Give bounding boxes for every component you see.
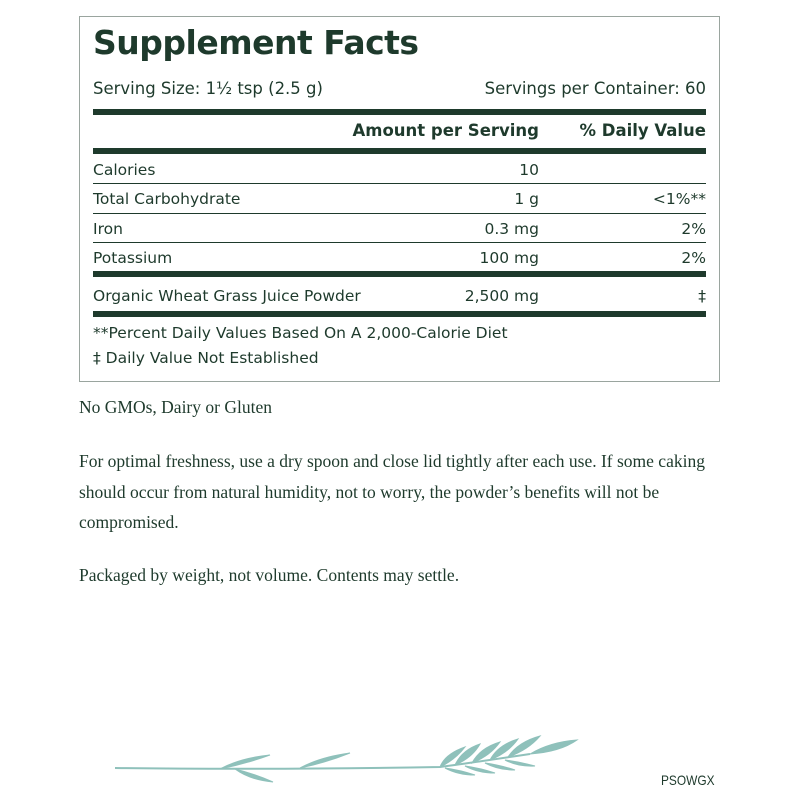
freshness-paragraph: For optimal freshness, use a dry spoon and close lid tightly after each use. If some caking should occur from natural humidity, not to worry, the powder’s benefits will not be compromised. (79, 451, 705, 532)
divider (93, 271, 706, 277)
nutrient-name: Total Carbohydrate (93, 190, 241, 208)
divider (93, 148, 706, 154)
product-code: PSOWGX (661, 772, 715, 788)
nutrient-amount: 1 g (514, 190, 539, 208)
nutrient-dv: ‡ (698, 287, 706, 305)
wheat-sprig-illustration (110, 730, 590, 790)
divider (93, 213, 706, 214)
column-header (93, 121, 706, 141)
table-row (93, 190, 706, 210)
nutrient-amount: 10 (519, 161, 539, 179)
nutrient-name: Iron (93, 220, 123, 238)
nutrient-dv: 2% (681, 249, 706, 267)
divider (93, 242, 706, 243)
servings-per-container: Servings per Container: 60 (484, 79, 706, 98)
nutrient-dv: 2% (681, 220, 706, 238)
nutrient-name: Organic Wheat Grass Juice Powder (93, 287, 361, 305)
nutrient-amount: 2,500 mg (464, 287, 539, 305)
serving-size: Serving Size: 1½ tsp (2.5 g) (93, 79, 323, 98)
nutrient-amount: 0.3 mg (484, 220, 539, 238)
divider (93, 109, 706, 115)
table-row (93, 249, 706, 269)
nutrient-amount: 100 mg (479, 249, 539, 267)
table-row (93, 287, 706, 307)
table-row (93, 161, 706, 181)
serving-info (93, 79, 706, 98)
allergen-statement: No GMOs, Dairy or Gluten (79, 397, 272, 417)
dv-header: % Daily Value (579, 121, 706, 140)
table-row (93, 220, 706, 240)
footnote-not-established: ‡ Daily Value Not Established (93, 349, 319, 367)
supplement-facts-panel (79, 16, 720, 382)
footnote-daily-values: **Percent Daily Values Based On A 2,000-Calorie Diet (93, 324, 508, 342)
facts-title: Supplement Facts (93, 23, 419, 62)
nutrient-dv: <1%** (652, 190, 706, 208)
packaged-statement: Packaged by weight, not volume. Contents may settle. (79, 565, 460, 585)
divider (93, 311, 706, 317)
nutrient-name: Calories (93, 161, 156, 179)
nutrient-name: Potassium (93, 249, 173, 267)
amount-header: Amount per Serving (352, 121, 539, 140)
divider (93, 183, 706, 184)
